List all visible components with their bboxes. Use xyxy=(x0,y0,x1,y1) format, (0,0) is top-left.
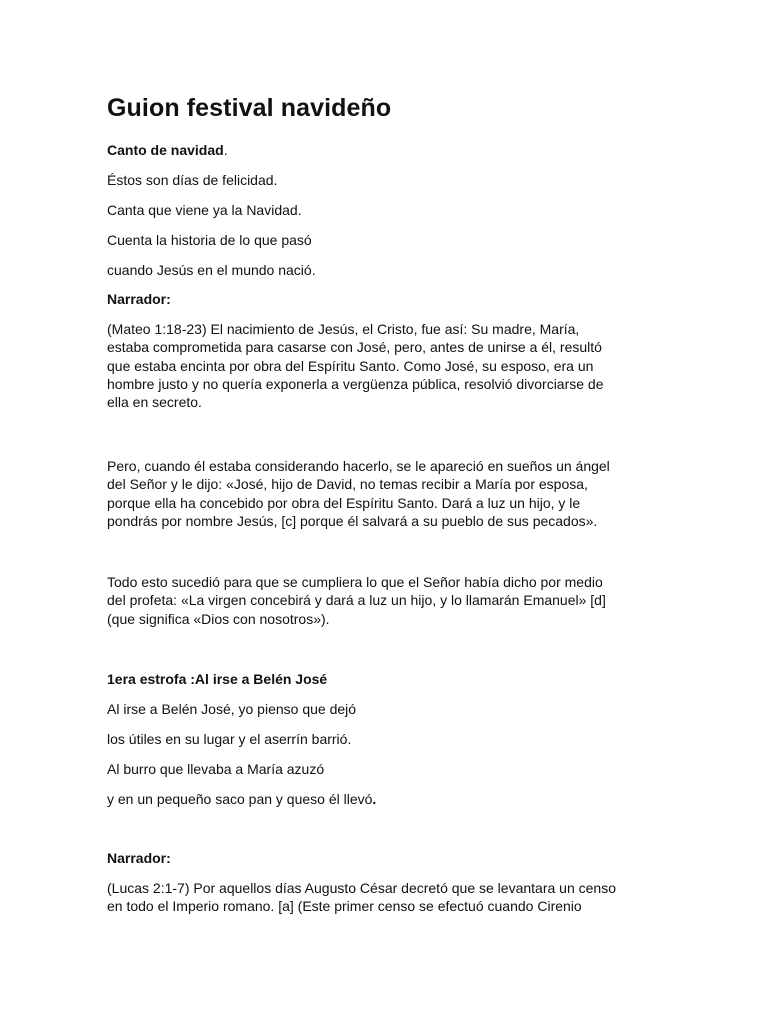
song-line: Cuenta la historia de lo que pasó xyxy=(107,232,312,248)
narrator-heading: Narrador: xyxy=(107,291,171,307)
paragraph-line: Todo esto sucedió para que se cumpliera lo que el Señor había dicho por medio xyxy=(107,574,603,590)
paragraph-line: que estaba encinta por obra del Espíritu Santo. Como José, su esposo, era un xyxy=(107,357,594,374)
paragraph-line: estaba comprometida para casarse con José, pero, antes de unirse a él, resultó xyxy=(107,339,602,356)
song-line-text: y en un pequeño saco pan y queso él llevó xyxy=(107,791,373,807)
verse-heading: 1era estrofa :Al irse a Belén José xyxy=(107,671,328,687)
paragraph-line: pondrás por nombre Jesús, [c] porque él salvará a su pueblo de sus pecados». xyxy=(107,512,598,529)
song-line: Éstos son días de felicidad. xyxy=(107,172,278,188)
paragraph-line: ella en secreto. xyxy=(107,394,202,411)
paragraph-line: porque ella ha concebido por obra del Espíritu Santo. Dará a luz un hijo, y le xyxy=(107,494,581,511)
narration-paragraph xyxy=(107,879,667,916)
narration-paragraph xyxy=(107,573,667,628)
section-heading-canto xyxy=(107,141,228,159)
paragraph-line: en todo el Imperio romano. [a] (Este primer censo se efectuó cuando Cirenio xyxy=(107,898,582,915)
paragraph-line: (Mateo 1:18-23) El nacimiento de Jesús, el Cristo, fue así: Su madre, María, xyxy=(107,321,580,337)
paragraph-line: del Señor y le dijo: «José, hijo de David, no temas recibir a María por esposa, xyxy=(107,476,588,493)
paragraph-line: (Lucas 2:1-7) Por aquellos días Augusto César decretó que se levantara un censo xyxy=(107,880,616,896)
document-title: Guion festival navideño xyxy=(107,94,392,122)
heading-suffix: . xyxy=(223,142,228,158)
paragraph-line: (que significa «Dios con nosotros»). xyxy=(107,610,330,627)
paragraph-line: del profeta: «La virgen concebirá y dará a luz un hijo, y lo llamarán Emanuel» [d] xyxy=(107,592,606,609)
song-line xyxy=(107,790,376,808)
song-line: los útiles en su lugar y el aserrín barrió. xyxy=(107,731,352,747)
paragraph-line: Pero, cuando él estaba considerando hacerlo, se le apareció en sueños un ángel xyxy=(107,458,610,474)
narrator-heading: Narrador: xyxy=(107,850,171,866)
narration-paragraph xyxy=(107,457,667,530)
heading-text: Canto de navidad xyxy=(107,142,224,158)
narration-paragraph xyxy=(107,320,667,411)
song-line-suffix: . xyxy=(372,791,377,807)
paragraph-line: hombre justo y no quería exponerla a vergüenza pública, resolvió divorciarse de xyxy=(107,375,604,392)
song-line: Canta que viene ya la Navidad. xyxy=(107,202,302,218)
song-line: Al burro que llevaba a María azuzó xyxy=(107,761,325,777)
song-line: Al irse a Belén José, yo pienso que dejó xyxy=(107,701,357,717)
song-line: cuando Jesús en el mundo nació. xyxy=(107,262,316,278)
